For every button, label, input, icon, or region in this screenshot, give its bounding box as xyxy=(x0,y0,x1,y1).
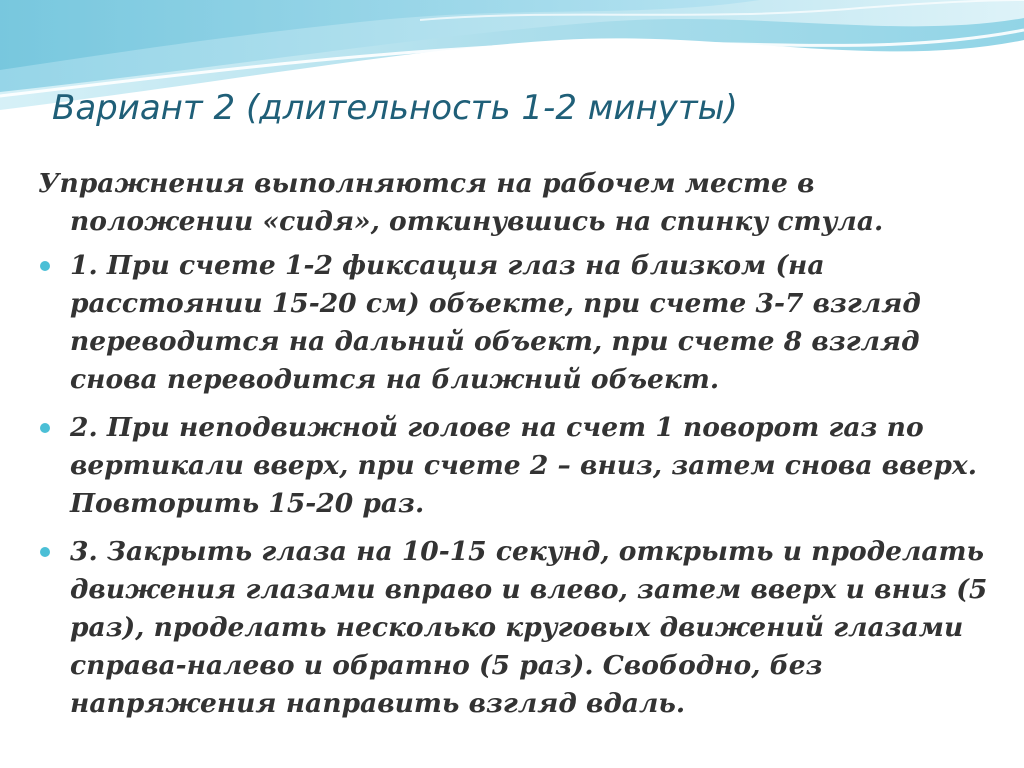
list-item xyxy=(38,409,998,523)
content-body xyxy=(38,165,998,733)
bullet-dot-icon xyxy=(40,423,50,433)
list-item-text: 2. При неподвижной голове на счет 1 поворот газ по вертикали вверх, при счете 2 – вниз, затем снова вверх. Повторить 15-20 раз. xyxy=(70,412,977,519)
slide-title: Вариант 2 (длительность 1-2 минуты) xyxy=(52,88,738,128)
bullet-dot-icon xyxy=(40,261,50,271)
list-item-text: 1. При счете 1-2 фиксация глаз на близком (на расстоянии 15-20 см) объекте, при счете 3-7 взгляд переводится на дальний объект, при счете 8 взгляд снова переводится на ближний объект. xyxy=(70,250,921,395)
list-item xyxy=(38,533,998,723)
bullet-dot-icon xyxy=(40,547,50,557)
list-item-text: 3. Закрыть глаза на 10-15 секунд, открыть и проделать движения глазами вправо и влево, затем вверх и вниз (5 раз), проделать несколько круговых движений глазами справа-налево и обратно (5 раз). Свободно, без напряжения направить взгляд вдаль. xyxy=(70,536,988,719)
list-item xyxy=(38,247,998,399)
intro-paragraph: Упражнения выполняются на рабочем месте в положении «сидя», откинувшись на спинку стула. xyxy=(38,168,884,237)
